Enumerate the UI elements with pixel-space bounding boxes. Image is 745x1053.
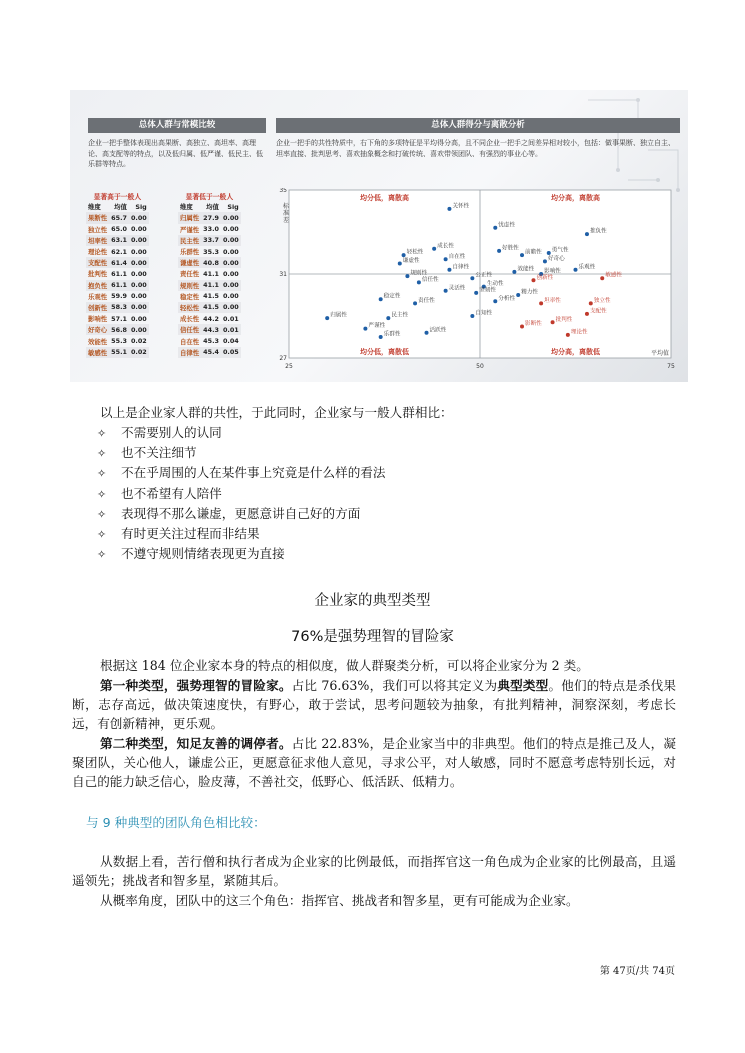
data-point (516, 293, 520, 297)
quadrant-label: 均分低，离散高 (360, 194, 409, 202)
trait-name: 规则性 (178, 280, 201, 291)
table-row (86, 302, 149, 313)
trait-mean: 35.3 (203, 247, 219, 256)
team-role-comparison-heading: 与 9 种典型的团队角色相比较： (86, 815, 266, 830)
data-point (547, 251, 551, 255)
data-point-label: 信任性 (421, 276, 439, 283)
data-point (551, 320, 555, 324)
trait-mean: 40.8 (203, 258, 219, 267)
data-point-label: 独立性 (593, 297, 611, 304)
data-point (512, 270, 516, 274)
data-point-label: 规则性 (410, 270, 428, 277)
low-table-caption: 显著低于一般人 (185, 192, 234, 201)
trait-mean: 61.1 (111, 269, 127, 278)
data-point-label: 效能性 (517, 266, 535, 273)
table-row (178, 246, 241, 257)
data-point (520, 325, 524, 329)
trait-sig: 0.00 (130, 292, 147, 301)
table-row (178, 257, 241, 268)
paragraph-1: 根据这 184 位企业家本身的特点的相似度，做人群聚类分析，可以将企业家分为 2 类。 (100, 658, 589, 673)
trait-name: 创新性 (86, 302, 109, 313)
data-point-label: 创新性 (536, 274, 554, 281)
data-point-label: 勇气性 (551, 247, 569, 254)
data-point (444, 289, 448, 293)
x-tick-label: 25 (285, 363, 293, 370)
data-point-label: 坦率性 (544, 297, 561, 304)
trait-mean: 44.2 (203, 314, 219, 323)
data-point (585, 312, 589, 316)
data-point (539, 301, 543, 305)
trait-name: 坦率性 (86, 235, 109, 246)
list-item (97, 463, 385, 484)
table-row (178, 347, 241, 358)
trait-name: 独立性 (88, 225, 108, 234)
table-row (178, 291, 241, 302)
trait-sig: 0.00 (222, 281, 239, 290)
subsection-heading: 76%是强势理智的冒险家 (291, 629, 454, 645)
data-point-label: 归属性 (330, 312, 347, 319)
quadrant-label: 均分低，离散低 (360, 348, 409, 356)
section-heading: 企业家的典型类型 (314, 593, 431, 609)
data-point (470, 314, 474, 318)
data-point-label: 坚韧性 (479, 287, 496, 294)
right-panel-description: 企业一把手的共性特质中，右下角的多项特征是平均得分高，且不同企业一把手之间差异相对较小，包括：做事果断、独立自主、坦率直接、批判思考、喜欢抽象概念和打破传统、喜欢带领团队、有强烈的事业心等。 (276, 139, 675, 158)
bullet-text: 也不希望有人陪伴 (121, 485, 222, 501)
table-row (86, 313, 149, 324)
trait-mean: 57.1 (111, 314, 127, 323)
trait-mean: 41.5 (203, 292, 219, 301)
table-row (86, 335, 149, 346)
table-row (178, 268, 241, 279)
trait-sig: 0.00 (222, 269, 239, 278)
trait-sig: 0.00 (222, 258, 239, 267)
trait-name: 民主性 (178, 235, 201, 246)
data-point (447, 207, 451, 211)
trait-sig: 0.02 (130, 337, 147, 346)
data-point (589, 301, 593, 305)
table-row (86, 246, 149, 257)
trait-sig: 0.00 (222, 213, 239, 222)
data-point-label: 民主性 (391, 312, 409, 319)
trait-name: 支配性 (86, 257, 109, 268)
data-point (497, 249, 501, 253)
data-point (574, 268, 578, 272)
high-table-header-cell: Sig (135, 202, 147, 211)
data-point (402, 253, 406, 257)
trait-mean: 33.7 (203, 236, 219, 245)
data-point-label: 成长性 (437, 243, 454, 250)
data-point (417, 280, 421, 284)
trait-name: 好奇心 (86, 324, 109, 335)
type1-text-a: 占比 76.63%，我们可以将其定义为 (291, 678, 498, 693)
bullet-mark-icon: ✧ (97, 507, 107, 521)
data-point-label: 严谨性 (368, 323, 386, 330)
low-table-header-cell: 均值 (206, 203, 219, 212)
trait-sig: 0.00 (130, 325, 147, 334)
trait-name: 影响性 (88, 315, 108, 324)
list-item (97, 544, 285, 565)
list-item (97, 504, 360, 525)
data-point (444, 257, 448, 261)
table-row (86, 280, 149, 291)
bullet-mark-icon: ✧ (97, 548, 107, 562)
data-point (379, 335, 383, 339)
table-row (86, 347, 149, 358)
data-point-label: 稳定性 (383, 293, 401, 300)
high-table-header-cell: 均值 (114, 203, 127, 212)
trait-mean: 33.0 (203, 225, 219, 234)
right-panel-title: 总体人群得分与离散分析 (276, 118, 680, 133)
trait-sig: 0.00 (222, 292, 239, 301)
trait-sig: 0.02 (130, 348, 147, 357)
data-point-label: 自律性 (452, 264, 470, 271)
trait-mean: 41.1 (203, 269, 219, 278)
trait-sig: 0.00 (130, 269, 147, 278)
low-traits-table (178, 190, 241, 358)
trait-mean: 65.0 (111, 225, 127, 234)
data-point-label: 忧虑性 (498, 222, 516, 229)
bullet-mark-icon: ✧ (97, 447, 107, 461)
trait-sig: 0.00 (130, 281, 147, 290)
trait-name: 稳定性 (180, 292, 200, 301)
data-point (413, 301, 417, 305)
y-axis-label-char: 差 (283, 217, 290, 224)
list-item (97, 484, 222, 505)
quadrant-label: 均分高，离散低 (551, 348, 600, 356)
trait-mean: 65.7 (111, 213, 127, 222)
trait-name: 敏感性 (86, 347, 109, 358)
bullet-text: 不需要别人的认同 (121, 425, 222, 440)
typical-type-bold: 典型类型 (497, 678, 549, 693)
table-row (178, 324, 241, 335)
paragraph-2 (72, 676, 676, 734)
data-point (425, 331, 429, 335)
bullet-mark-icon: ✧ (97, 427, 107, 440)
data-point-label: 好胜性 (502, 245, 519, 252)
table-row (178, 313, 241, 324)
data-point (474, 291, 478, 295)
type1-text-b: 。他们的特点是杀伐果断，志存高远，做决策速度快，有野心，敢于尝试，思考问题较为抽象，有批判精神，洞察深刻，考虑长远，有创新精神，更乐观。 (72, 678, 677, 732)
data-point (600, 276, 604, 280)
data-point-label: 敏感性 (605, 272, 623, 279)
trait-sig: 0.00 (222, 225, 239, 234)
scatter-chart (275, 188, 679, 370)
intro-text: 以上是企业家人群的共性，于此同时，企业家与一般人群相比： (100, 405, 453, 420)
trait-mean: 41.5 (203, 303, 219, 312)
data-point-label: 理论性 (570, 329, 588, 336)
type2-text: 占比 22.83%，是企业家当中的非典型。他们的特点是推己及人，凝聚团队，关心他人，谦虚公正，更愿意征求他人意见，寻求公平，对人敏感，同时不愿意考虑特别长远，对自己的能力缺乏信心，脸皮薄，不善社交，低野心、低活跃、低精力。 (72, 736, 677, 790)
x-tick-label: 75 (667, 363, 675, 370)
trait-name: 自律性 (178, 347, 201, 358)
data-point (493, 226, 497, 230)
trait-sig: 0.00 (222, 303, 239, 312)
data-point (447, 268, 451, 272)
table-row (178, 280, 241, 291)
trait-sig: 0.00 (130, 225, 147, 234)
y-tick-label: 31 (279, 271, 287, 278)
trait-sig: 0.04 (222, 337, 239, 346)
bullet-mark-icon: ✧ (97, 528, 107, 541)
list-item (97, 443, 197, 464)
data-point-label: 推负性 (589, 228, 607, 235)
table-row (178, 235, 241, 246)
trait-mean: 61.4 (111, 258, 127, 267)
trait-sig: 0.00 (222, 236, 239, 245)
trait-mean: 61.1 (111, 281, 127, 290)
data-point-label: 精力性 (521, 289, 538, 296)
trait-mean: 45.3 (203, 337, 219, 346)
trait-name: 轻松性 (178, 302, 201, 313)
trait-name: 归属性 (178, 212, 201, 223)
data-point (493, 299, 497, 303)
data-point-label: 灵活性 (448, 285, 466, 292)
trait-name: 理论性 (88, 248, 108, 257)
left-panel-title: 总体人群与常模比较 (88, 118, 266, 133)
data-point (432, 247, 436, 251)
type1-bold: 第一种类型，强势理智的冒险家。 (100, 678, 292, 693)
table-row (178, 224, 241, 235)
list-item (97, 423, 222, 444)
trait-name: 信任性 (178, 324, 201, 335)
data-point-label: 关怀性 (452, 203, 470, 210)
low-table-header-cell: Sig (227, 202, 239, 211)
data-point-label: 影断性 (525, 321, 542, 327)
data-point-label: 公正性 (475, 272, 493, 279)
y-tick-label: 35 (279, 188, 287, 194)
trait-mean: 58.3 (111, 303, 127, 312)
trait-name: 效能性 (88, 337, 108, 346)
data-point-label: 支配性 (589, 308, 607, 315)
data-point (398, 262, 402, 266)
high-table-caption: 显著高于一般人 (93, 192, 142, 201)
trait-sig: 0.00 (222, 247, 239, 256)
data-point (520, 253, 524, 257)
trait-mean: 62.1 (111, 247, 127, 256)
trait-mean: 63.1 (111, 236, 127, 245)
table-row (86, 212, 149, 223)
trait-sig: 0.05 (222, 348, 239, 357)
trait-mean: 45.4 (203, 348, 219, 357)
trait-mean: 44.3 (203, 325, 219, 334)
high-table-header-cell: 维度 (88, 203, 101, 212)
trait-sig: 0.00 (130, 213, 147, 222)
bullet-text: 不在乎周围的人在某件事上究竟是什么样的看法 (121, 465, 386, 481)
bullet-text: 有时更关注过程而非结果 (121, 526, 260, 541)
trait-sig: 0.00 (130, 258, 147, 267)
data-point-label: 乐观性 (578, 264, 596, 271)
quadrant-label: 均分高，离散高 (551, 194, 600, 202)
trait-sig: 0.00 (130, 303, 147, 312)
data-point (585, 232, 589, 236)
data-point (363, 327, 367, 331)
paragraph-3 (72, 734, 676, 792)
data-point-label: 好奇心 (547, 255, 565, 262)
data-point-label: 责任性 (418, 297, 435, 304)
left-panel-description: 企业一把手整体表现出高果断、高独立、高坦率、高理论、高支配等的特点，以及低归属、低严谨、低民主、低乐群等特点。 (88, 139, 263, 168)
trait-sig: 0.01 (222, 314, 239, 323)
y-axis-label (283, 202, 290, 224)
data-point-label: 活跃性 (429, 327, 447, 334)
x-tick-label: 50 (476, 363, 484, 370)
trait-mean: 55.1 (111, 348, 127, 357)
table-row (86, 324, 149, 335)
trait-mean: 59.9 (111, 292, 127, 301)
data-point-label: 生动性 (486, 281, 504, 288)
trait-name: 抱负性 (86, 280, 109, 291)
table-row (178, 212, 241, 223)
trait-mean: 56.8 (111, 325, 127, 334)
trait-name: 严谨性 (180, 225, 200, 234)
trait-name: 乐群性 (180, 248, 200, 257)
data-point (543, 259, 547, 263)
data-point-label: 谦虚性 (402, 258, 420, 264)
page-number: 第 47页/共 74页 (599, 966, 675, 977)
table-row (86, 268, 149, 279)
trait-sig: 0.00 (130, 236, 147, 245)
table-row (86, 235, 149, 246)
data-point-label: 分析性 (498, 295, 516, 302)
low-table-header-cell: 维度 (180, 203, 193, 212)
paragraph-5: 从概率角度，团队中的这三个角色：指挥官、挑战者和智多星，更有可能成为企业家。 (100, 893, 579, 908)
trait-mean: 27.9 (203, 213, 219, 222)
table-row (178, 302, 241, 313)
data-point (531, 278, 535, 282)
table-row (86, 291, 149, 302)
trait-sig: 0.00 (130, 314, 147, 323)
trait-mean: 55.3 (111, 337, 127, 346)
data-point (470, 276, 474, 280)
bullet-mark-icon: ✧ (97, 487, 107, 501)
bullet-text: 表现得不那么谦虚，更愿意讲自己好的方面 (121, 505, 361, 521)
y-axis-label-char: 标 (283, 203, 290, 210)
data-point (405, 274, 409, 278)
data-point (379, 297, 383, 301)
trait-mean: 41.1 (203, 281, 219, 290)
trait-name: 责任性 (180, 270, 200, 279)
table-row (86, 257, 149, 268)
table-row (178, 335, 241, 346)
trait-sig: 0.01 (222, 325, 239, 334)
table-row (86, 224, 149, 235)
bullet-text: 不遵守规则情绪表现更为直接 (121, 546, 285, 562)
x-axis-label: 平均值 (650, 350, 669, 357)
data-point-label: 自知性 (475, 310, 493, 317)
data-point (566, 333, 570, 337)
bullet-text: 也不关注细节 (121, 445, 197, 461)
high-traits-table (86, 190, 149, 358)
type2-bold: 第二种类型，知足友善的调停者。 (100, 736, 292, 751)
figure-image (70, 90, 688, 382)
bullet-mark-icon: ✧ (97, 467, 107, 481)
data-point (325, 316, 329, 320)
data-point-label: 影响性 (544, 268, 561, 275)
trait-name: 果断性 (86, 212, 109, 223)
trait-name: 乐观性 (88, 292, 108, 301)
y-axis-label-char: 准 (283, 210, 290, 217)
data-point-label: 自在性 (448, 253, 466, 260)
data-point-label: 乐群性 (383, 331, 401, 338)
data-point (386, 316, 390, 320)
y-tick-label: 27 (279, 355, 287, 362)
trait-name: 谦虚性 (178, 257, 201, 268)
trait-name: 批判性 (88, 270, 108, 279)
trait-name: 成长性 (180, 315, 200, 324)
data-point-label: 批判性 (555, 316, 573, 323)
trait-sig: 0.00 (130, 247, 147, 256)
trait-name: 自在性 (180, 337, 200, 346)
data-point-label: 前瞻性 (525, 249, 542, 256)
paragraph-4: 从数据上看，苦行僧和执行者成为企业家的比例最低，而指挥官这一角色成为企业家的比例最高，且遥遥领先；挑战者和智多星，紧随其后。 (72, 854, 676, 889)
data-point-label: 轻松性 (406, 249, 424, 256)
list-item (97, 524, 260, 545)
